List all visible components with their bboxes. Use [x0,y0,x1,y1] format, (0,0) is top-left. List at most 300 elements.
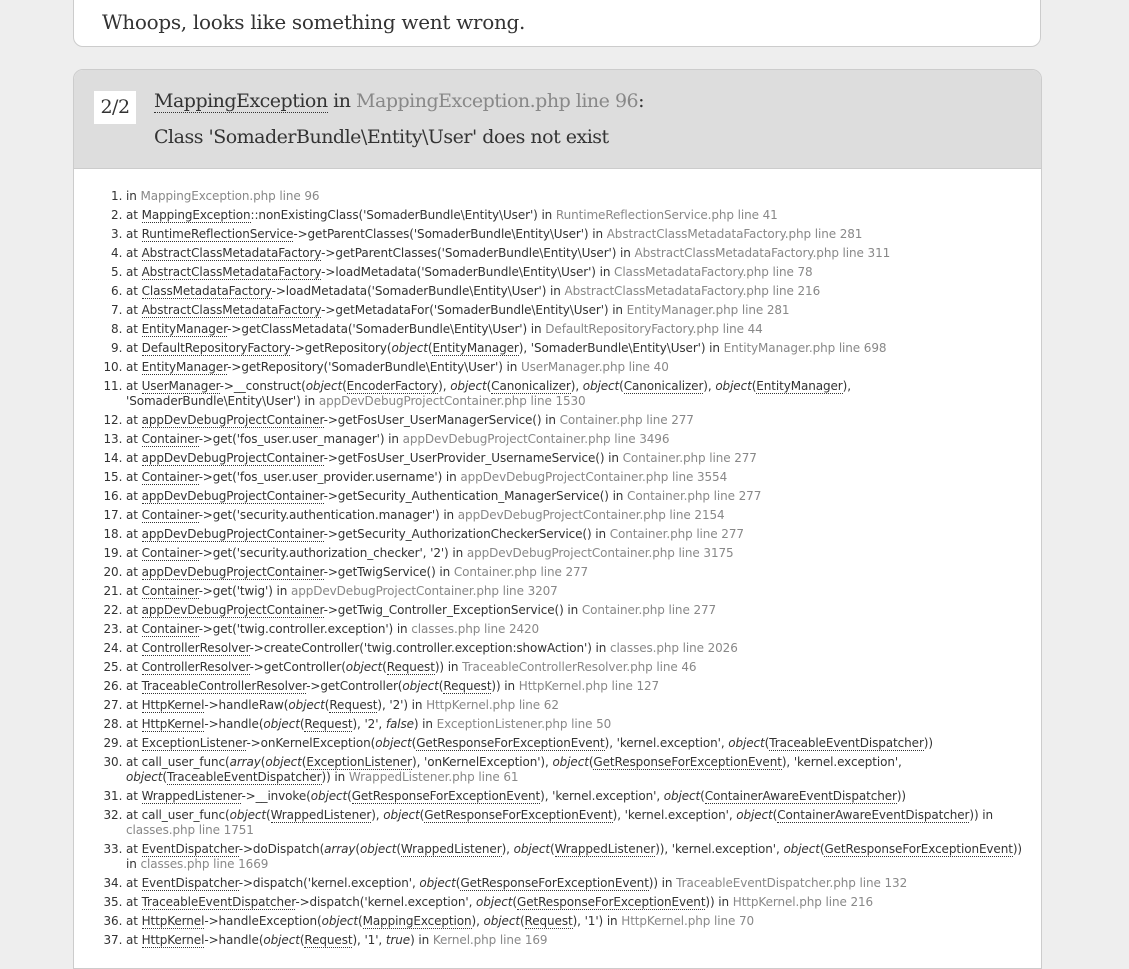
trace-arg-type: object [263,933,300,947]
trace-text: at [126,341,142,355]
trace-class-name: ExceptionListener [306,755,412,769]
trace-text: ( [299,933,305,947]
stack-trace-list [74,189,1026,952]
trace-text: ), [471,914,484,928]
trace-file-location: HttpKernel.php line 216 [732,895,874,909]
trace-arg-type: object [321,914,358,928]
trace-file-location: HttpKernel.php line 127 [518,679,660,693]
trace-text: ) in [410,933,433,947]
trace-text: ( [260,755,266,769]
trace-text: ->getRepository( [290,341,392,355]
exception-heading [154,90,644,112]
trace-text: )) in [648,876,677,890]
trace-file-location: classes.php line 2026 [609,641,738,655]
trace-file-location: TraceableEventDispatcher.php line 132 [676,876,908,890]
trace-arg-type: object [402,679,439,693]
trace-text: ), '2') in [377,698,427,712]
trace-arg-type: object [728,736,765,750]
trace-text: ->getParentClasses('SomaderBundle\Entity\User') in [321,246,635,260]
trace-text: ::nonExistingClass('SomaderBundle\Entity\User') in [250,208,556,222]
trace-text: ->getMetadataFor('SomaderBundle\Entity\User') in [321,303,627,317]
trace-class-name: appDevDebugProjectContainer [141,565,324,579]
trace-text: ( [324,698,330,712]
trace-line [126,341,1026,356]
trace-text: ->onKernelException( [246,736,376,750]
trace-class-name: GetResponseForExceptionEvent [593,755,782,769]
trace-class-name: ControllerResolver [141,660,250,674]
trace-text: ( [751,379,757,393]
trace-class-name: ExceptionListener [141,736,247,750]
trace-class-name: MappingException [141,208,251,222]
trace-text: ( [427,341,433,355]
trace-class-name: EventDispatcher [141,876,239,890]
trace-text: at [126,246,142,260]
trace-line [126,546,1026,561]
trace-arg-type: object [783,842,820,856]
trace-text: ( [700,789,705,803]
exception-in-word: in [333,90,351,112]
trace-arg-type: object [513,842,550,856]
trace-text: ->handleRaw( [204,698,289,712]
trace-class-name: WrappedListener [270,808,372,822]
trace-line [126,808,1026,838]
trace-class-name: RuntimeReflectionService [141,227,294,241]
trace-text: ->getFosUser_UserProvider_UsernameService() in [323,451,623,465]
trace-arg-type: object [126,770,163,784]
trace-text: ( [619,379,624,393]
trace-file-location: AbstractClassMetadataFactory.php line 216 [564,284,821,298]
trace-text: ->get('twig') in [198,584,291,598]
trace-line [126,755,1026,785]
trace-line [126,565,1026,580]
trace-file-location: classes.php line 2420 [411,622,540,636]
trace-line [126,303,1026,318]
trace-class-name: ContainerAwareEventDispatcher [777,808,970,822]
trace-text: ->loadMetadata('SomaderBundle\Entity\User') in [321,265,615,279]
trace-text: ->createController('twig.controller.exception:showAction') in [249,641,610,655]
trace-line [126,246,1026,261]
trace-text: )), 'kernel.exception', [655,842,784,856]
exception-class: MappingException [154,90,328,112]
trace-text: ( [162,770,167,784]
trace-text: at [126,265,142,279]
trace-line [126,322,1026,337]
trace-text: at [126,717,142,731]
exception-header [74,70,1041,169]
trace-text: at call_user_func( [126,755,230,769]
trace-text: at [126,698,142,712]
trace-class-name: Container [141,546,199,560]
trace-file-location: AbstractClassMetadataFactory.php line 311 [634,246,891,260]
trace-text: ->getTwigService() in [323,565,454,579]
trace-arg-type: object [305,379,343,393]
trace-text: ->getController( [249,660,346,674]
trace-text: at [126,789,142,803]
trace-text: ( [519,914,525,928]
trace-line [126,208,1026,223]
trace-arg-type: object [345,660,383,674]
trace-line [126,717,1026,732]
trace-text: at [126,284,142,298]
trace-text: at [126,895,142,909]
trace-line [126,227,1026,242]
trace-text: at [126,360,142,374]
trace-line [126,432,1026,447]
trace-text: ( [455,876,461,890]
trace-text: ->getClassMetadata('SomaderBundle\Entity\User') in [227,322,546,336]
trace-text: at [126,303,142,317]
trace-arg-type: array [229,755,261,769]
trace-file-location: appDevDebugProjectContainer.php line 2154 [457,508,725,522]
exception-colon: : [638,90,645,112]
trace-file-location: RuntimeReflectionService.php line 41 [555,208,778,222]
error-title-box [73,0,1041,47]
trace-class-name: ContainerAwareEventDispatcher [704,789,897,803]
trace-text: )) in [321,770,349,784]
trace-arg-type: object [552,755,589,769]
trace-file-location: Container.php line 277 [609,527,744,541]
trace-line [126,933,1026,948]
trace-file-location: Container.php line 277 [581,603,717,617]
trace-text: ( [355,842,360,856]
trace-file-location: EntityManager.php line 281 [626,303,790,317]
trace-text: at [126,622,142,636]
trace-text: at [126,842,142,856]
trace-text: ( [301,755,307,769]
trace-file-location: Container.php line 277 [453,565,589,579]
trace-file-location: appDevDebugProjectContainer.php line 3496 [402,432,670,446]
trace-arg-type: object [715,379,752,393]
trace-text: ), [703,379,716,393]
exception-counter: 2/2 [94,91,136,124]
trace-text: ), 'kernel.exception', [540,789,664,803]
trace-text: ->getRepository('SomaderBundle\Entity\User') in [227,360,521,374]
trace-class-name: WrappedListener [554,842,656,856]
trace-line [126,641,1026,656]
trace-line [126,508,1026,523]
trace-text: ), '1', [352,933,386,947]
trace-text: ), '1') in [572,914,622,928]
trace-class-name: GetResponseForExceptionEvent [460,876,649,890]
trace-file-location: EntityManager.php line 698 [723,341,887,355]
trace-text: )) in [126,842,1022,871]
trace-text: at [126,208,142,222]
trace-line [126,876,1026,891]
trace-text: ( [411,736,417,750]
trace-class-name: MappingException [362,914,472,928]
trace-arg-type: object [582,379,620,393]
trace-class-name: EntityManager [141,360,228,374]
trace-class-name: Request [386,660,435,674]
trace-class-name: Container [141,470,199,484]
trace-text: at [126,584,142,598]
page-title: Whoops, looks like something went wrong. [102,10,526,34]
trace-text: at [126,432,142,446]
trace-text: ), 'onKernelException'), [412,755,553,769]
trace-class-name: ControllerResolver [141,641,250,655]
trace-class-name: Request [304,933,353,947]
trace-text: at [126,914,142,928]
trace-text: at [126,679,142,693]
trace-file-location: DefaultRepositoryFactory.php line 44 [545,322,763,336]
trace-file-location: HttpKernel.php line 62 [426,698,559,712]
trace-class-name: DefaultRepositoryFactory [141,341,291,355]
trace-class-name: appDevDebugProjectContainer [141,489,324,503]
trace-file-location: HttpKernel.php line 70 [621,914,755,928]
trace-file-location: appDevDebugProjectContainer.php line 3554 [460,470,728,484]
trace-text: at call_user_func( [126,808,230,822]
trace-class-name: Canonicalizer [623,379,704,393]
trace-text: ->getTwig_Controller_ExceptionService() in [323,603,582,617]
trace-text: at [126,565,142,579]
trace-text: )) in [491,679,519,693]
trace-text: at [126,546,142,560]
trace-class-name: AbstractClassMetadataFactory [141,303,322,317]
trace-text: ), '2', [352,717,386,731]
trace-text: ->getController( [306,679,403,693]
trace-file-location: appDevDebugProjectContainer.php line 1530 [318,394,586,408]
trace-text: ), [570,379,583,393]
trace-text: ( [419,808,425,822]
trace-arg-type: object [288,698,325,712]
trace-text: ->getParentClasses('SomaderBundle\Entity\User') in [293,227,607,241]
trace-line [126,679,1026,694]
trace-line [126,736,1026,751]
trace-class-name: appDevDebugProjectContainer [141,603,324,617]
trace-text: ->handle( [204,717,264,731]
trace-arg-type: object [265,755,302,769]
trace-text: ( [347,789,352,803]
trace-text: ( [588,755,594,769]
trace-text: ->get('security.authorization_checker', '2') in [198,546,467,560]
trace-class-name: GetResponseForExceptionEvent [424,808,613,822]
trace-text: ( [819,842,825,856]
trace-text: )) in [434,660,463,674]
exception-message: Class 'SomaderBundle\Entity\User' does not exist [154,126,609,148]
trace-class-name: EntityManager [756,379,843,393]
trace-class-name: appDevDebugProjectContainer [141,413,324,427]
trace-text: at [126,413,142,427]
exception-location: MappingException.php line 96 [356,90,639,112]
trace-class-name: Request [329,698,378,712]
trace-text: at [126,933,142,947]
trace-class-name: TraceableEventDispatcher [166,770,322,784]
trace-file-location: ClassMetadataFactory.php line 78 [614,265,813,279]
trace-file-location: TraceableControllerResolver.php line 46 [462,660,697,674]
trace-text: at [126,508,142,522]
trace-class-name: TraceableControllerResolver [141,679,307,693]
trace-text: ), [501,842,514,856]
trace-text: ), 'kernel.exception', [781,755,902,769]
trace-class-name: GetResponseForExceptionEvent [517,895,706,909]
trace-text: ( [764,736,770,750]
trace-text: ->__invoke( [241,789,311,803]
trace-file-location: Container.php line 277 [559,413,694,427]
trace-line [126,584,1026,599]
trace-arg-type: object [375,736,412,750]
trace-text: ), 'kernel.exception', [612,808,737,822]
trace-file-location: Container.php line 277 [627,489,762,503]
trace-arg-type: object [359,842,397,856]
trace-text: ), 'SomaderBundle\Entity\User') in [518,341,724,355]
trace-file-location: MappingException.php line 96 [140,189,320,203]
trace-file-location: appDevDebugProjectContainer.php line 3175 [466,546,734,560]
trace-text: ), [371,808,384,822]
trace-text: ( [512,895,518,909]
trace-line [126,265,1026,280]
trace-class-name: Container [141,584,199,598]
trace-line [126,660,1026,675]
trace-text: ( [342,379,347,393]
trace-line [126,698,1026,713]
trace-text: ( [772,808,778,822]
trace-class-name: HttpKernel [141,717,205,731]
trace-line [126,451,1026,466]
trace-text: at [126,527,142,541]
trace-line [126,360,1026,375]
trace-file-location: classes.php line 1751 [126,823,254,837]
trace-text: )) [923,736,933,750]
trace-text: at [126,322,142,336]
trace-line [126,489,1026,504]
trace-arg-type: false [385,717,414,731]
trace-text: ->get('fos_user.user_manager') in [198,432,403,446]
trace-arg-type: object [663,789,701,803]
trace-class-name: AbstractClassMetadataFactory [141,246,322,260]
trace-class-name: ClassMetadataFactory [141,284,272,298]
trace-file-location: appDevDebugProjectContainer.php line 3207 [290,584,558,598]
trace-text: at [126,736,142,750]
trace-class-name: appDevDebugProjectContainer [141,527,324,541]
trace-file-location: WrappedListener.php line 61 [348,770,519,784]
trace-line [126,284,1026,299]
trace-line [126,527,1026,542]
trace-text: at [126,603,142,617]
trace-arg-type: object [263,717,300,731]
trace-file-location: classes.php line 1669 [140,857,269,871]
trace-text: at [126,379,142,393]
trace-text: ->getSecurity_Authentication_ManagerService() in [323,489,628,503]
trace-file-location: Kernel.php line 169 [432,933,548,947]
trace-arg-type: object [736,808,773,822]
trace-class-name: AbstractClassMetadataFactory [141,265,322,279]
trace-text: ( [396,842,401,856]
trace-class-name: Container [141,508,199,522]
trace-class-name: HttpKernel [141,933,205,947]
trace-class-name: appDevDebugProjectContainer [141,451,324,465]
trace-text: at [126,489,142,503]
trace-text: )) in [969,808,993,822]
trace-text: ->loadMetadata('SomaderBundle\Entity\User') in [271,284,565,298]
trace-text: ), 'SomaderBundle\Entity\User') in [126,379,851,408]
trace-class-name: EventDispatcher [141,842,239,856]
trace-class-name: GetResponseForExceptionEvent [416,736,605,750]
trace-text: ->__construct( [219,379,306,393]
trace-text: at [126,660,142,674]
trace-class-name: Container [141,622,199,636]
trace-class-name: EntityManager [141,322,228,336]
trace-text: )) in [705,895,733,909]
trace-text: ->get('fos_user.user_provider.username') in [198,470,461,484]
trace-class-name: GetResponseForExceptionEvent [351,789,541,803]
trace-class-name: UserManager [141,379,220,393]
trace-class-name: HttpKernel [141,698,205,712]
trace-class-name: WrappedListener [141,789,242,803]
trace-arg-type: true [385,933,411,947]
trace-text: ( [486,379,492,393]
trace-class-name: Request [443,679,492,693]
trace-arg-type: object [383,808,420,822]
trace-text: ->getSecurity_AuthorizationCheckerService() in [323,527,610,541]
trace-file-location: Container.php line 277 [622,451,757,465]
trace-line [126,379,1026,409]
trace-text: ->dispatch('kernel.exception', [295,895,477,909]
trace-text: ), 'kernel.exception', [604,736,729,750]
trace-line [126,189,1026,204]
trace-line [126,914,1026,929]
exception-block [73,69,1042,969]
trace-text: at [126,227,142,241]
trace-class-name: Request [304,717,353,731]
trace-text: ->dispatch('kernel.exception', [238,876,420,890]
trace-text: at [126,876,142,890]
trace-text: ), [438,379,451,393]
trace-text: ( [357,914,363,928]
trace-line [126,895,1026,910]
trace-text: ->get('twig.controller.exception') in [198,622,412,636]
trace-text: ->doDispatch( [238,842,325,856]
trace-class-name: TraceableEventDispatcher [141,895,296,909]
trace-arg-type: object [419,876,456,890]
trace-file-location: UserManager.php line 40 [520,360,669,374]
trace-text: in [126,189,141,203]
trace-class-name: Container [141,432,199,446]
trace-text: )) [896,789,907,803]
trace-arg-type: array [324,842,356,856]
trace-text: ( [299,717,305,731]
trace-line [126,789,1026,804]
trace-arg-type: object [476,895,513,909]
trace-text: ->get('security.authentication.manager') in [198,508,458,522]
trace-class-name: GetResponseForExceptionEvent [824,842,1013,856]
trace-arg-type: object [229,808,266,822]
trace-class-name: TraceableEventDispatcher [769,736,924,750]
trace-text: at [126,451,142,465]
trace-class-name: HttpKernel [141,914,205,928]
trace-text: ) in [413,717,437,731]
trace-text: ( [265,808,271,822]
trace-class-name: EncoderFactory [346,379,439,393]
trace-text: ->handleException( [204,914,322,928]
trace-class-name: Request [524,914,573,928]
trace-line [126,842,1026,872]
trace-text: ( [549,842,555,856]
trace-class-name: EntityManager [432,341,519,355]
trace-text: at [126,641,142,655]
trace-arg-type: object [310,789,348,803]
trace-class-name: WrappedListener [400,842,502,856]
trace-arg-type: object [391,341,428,355]
trace-class-name: Canonicalizer [491,379,571,393]
trace-text: ->getFosUser_UserManagerService() in [323,413,560,427]
trace-line [126,603,1026,618]
trace-arg-type: object [450,379,487,393]
trace-line [126,470,1026,485]
trace-text: ->handle( [204,933,264,947]
trace-text: at [126,470,142,484]
trace-arg-type: object [483,914,520,928]
trace-file-location: ExceptionListener.php line 50 [436,717,612,731]
